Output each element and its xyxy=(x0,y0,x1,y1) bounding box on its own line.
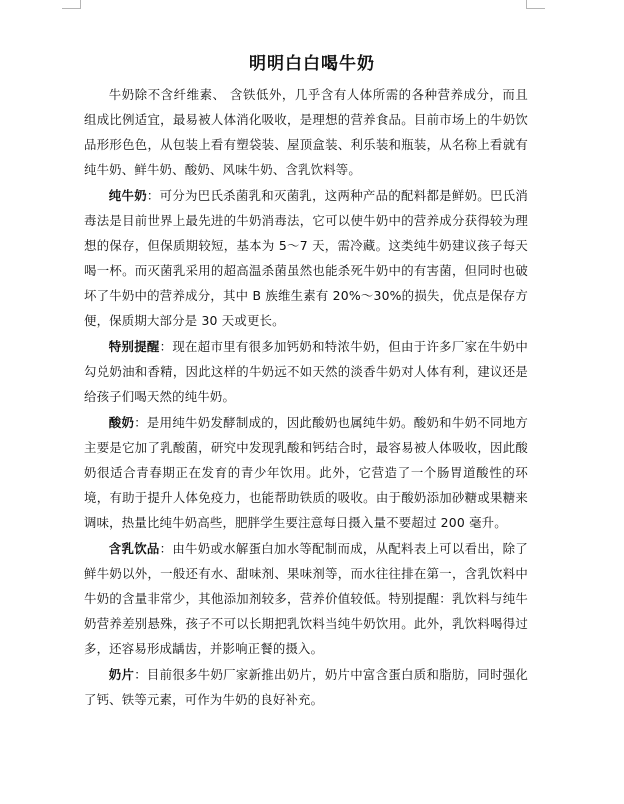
paragraph-lead-milk-drinks: 含乳饮品 xyxy=(108,541,160,556)
paragraph-lead-special-reminder: 特别提醒 xyxy=(108,339,160,354)
paragraph-text: ：由牛奶或水解蛋白加水等配制而成，从配料表上可以看出，除了鲜牛奶以外，一般还有水、甜味剂、果味剂等，而水往往排在第一，含乳饮料中牛奶的含量非常少，其他添加剂较多，营养价值较低。特别提醒：乳饮料与纯牛奶营养差别悬殊，孩子不可以长期把乳饮料当纯牛奶饮用。此外，乳饮料喝得过多，还容易形成龋齿，并影响正餐的摄入。 xyxy=(84,541,528,656)
paragraph-special-reminder xyxy=(84,334,528,409)
paragraph-lead-pure-milk: 纯牛奶 xyxy=(108,188,147,203)
paragraph-text: ：是用纯牛奶发酵制成的，因此酸奶也属纯牛奶。酸奶和牛奶不同地方主要是它加了乳酸菌，研究中发现乳酸和钙结合时，最容易被人体吸收，因此酸奶很适合青春期正在发育的青少年饮用。此外，它营造了一个肠胃道酸性的环境，有助于提升人体免疫力，也能帮助铁质的吸收。由于酸奶添加砂糖或果糖来调味，热量比纯牛奶高些，肥胖学生要注意每日摄入量不要超过 200 毫升。 xyxy=(84,415,528,530)
paragraph-lead-yogurt: 酸奶 xyxy=(108,415,135,430)
paragraph-pure-milk xyxy=(84,183,528,333)
paragraph-text: 牛奶除不含纤维素、 含铁低外，几乎含有人体所需的各种营养成分，而且组成比例适宜，最易被人体消化吸收，是理想的营养食品。目前市场上的牛奶饮品形形色色，从包装上看有塑袋装、屋顶盒装、利乐装和瓶装，从名称上看就有纯牛奶、鲜牛奶、酸奶、风味牛奶、含乳饮料等。 xyxy=(84,87,528,177)
paragraph-text: ：现在超市里有很多加钙奶和特浓牛奶，但由于许多厂家在牛奶中勾兑奶油和香精，因此这样的牛奶远不如天然的淡香牛奶对人体有利，建议还是给孩子们喝天然的纯牛奶。 xyxy=(84,339,528,404)
paragraph-text: ：可分为巴氏杀菌乳和灭菌乳，这两种产品的配料都是鲜奶。巴氏消毒法是目前世界上最先进的牛奶消毒法，它可以使牛奶中的营养成分获得较为理想的保存，但保质期较短，基本为 5～7 天，需冷藏。这类纯牛奶建议孩子每天喝一杯。而灭菌乳采用的超高温杀菌虽然也能杀死牛奶中的有害菌，但同时也破坏了牛奶中的营养成分，其中 B 族维生素有 20%～30%的损失，优点是保存方便，保质期大部分是 30 天或更长。 xyxy=(84,188,528,328)
document-body xyxy=(84,82,528,713)
paragraph-milk-drinks xyxy=(84,536,528,661)
page-corner-mark-left xyxy=(62,0,81,9)
paragraph-text: ：目前很多牛奶厂家新推出奶片，奶片中富含蛋白质和脂肪，同时强化了钙、铁等元素，可作为牛奶的良好补充。 xyxy=(84,667,528,707)
paragraph-milk-tablets xyxy=(84,662,528,712)
paragraph-lead-milk-tablets: 奶片 xyxy=(108,667,135,682)
paragraph-intro xyxy=(84,82,528,182)
page-corner-mark-right xyxy=(526,0,545,9)
document-title: 明明白白喝牛奶 xyxy=(249,54,375,74)
paragraph-yogurt xyxy=(84,410,528,535)
